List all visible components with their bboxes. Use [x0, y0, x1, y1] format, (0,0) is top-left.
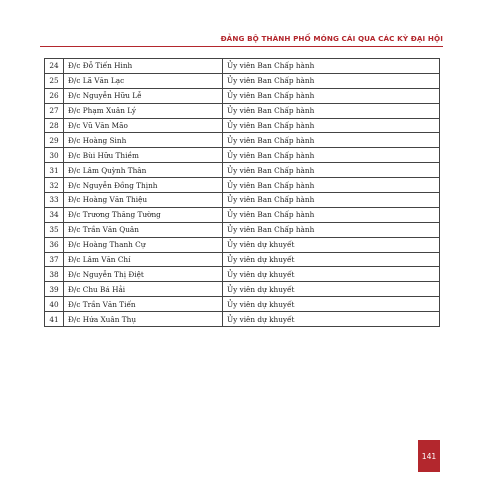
page-number: 141 — [421, 451, 437, 461]
table-row — [45, 267, 440, 282]
member-name: Đ/c Hoàng Sinh — [64, 133, 223, 148]
row-number: 41 — [45, 312, 64, 327]
row-number: 33 — [45, 193, 64, 208]
member-name: Đ/c Lâm Văn Chí — [64, 252, 223, 267]
row-number: 29 — [45, 133, 64, 148]
member-role: Ủy viên dự khuyết — [223, 297, 440, 312]
row-number: 37 — [45, 252, 64, 267]
row-number: 31 — [45, 163, 64, 178]
member-role: Ủy viên Ban Chấp hành — [223, 88, 440, 103]
member-role: Ủy viên Ban Chấp hành — [223, 207, 440, 222]
member-name: Đ/c Bùi Hữu Thiềm — [64, 148, 223, 163]
member-name: Đ/c Trần Văn Tiến — [64, 297, 223, 312]
member-name: Đ/c Chu Bá Hải — [64, 282, 223, 297]
member-name: Đ/c Trương Thăng Tường — [64, 207, 223, 222]
table-row — [45, 103, 440, 118]
member-name: Đ/c Hoàng Thanh Cự — [64, 237, 223, 252]
row-number: 34 — [45, 207, 64, 222]
member-role: Ủy viên Ban Chấp hành — [223, 133, 440, 148]
row-number: 27 — [45, 103, 64, 118]
member-role: Ủy viên dự khuyết — [223, 237, 440, 252]
member-role: Ủy viên Ban Chấp hành — [223, 103, 440, 118]
row-number: 38 — [45, 267, 64, 282]
table-row — [45, 282, 440, 297]
row-number: 39 — [45, 282, 64, 297]
table-row — [45, 73, 440, 88]
table-row — [45, 163, 440, 178]
member-role: Ủy viên Ban Chấp hành — [223, 222, 440, 237]
table-row — [45, 88, 440, 103]
table-row — [45, 237, 440, 252]
header-rule — [40, 46, 443, 47]
table-row — [45, 133, 440, 148]
members-table — [44, 58, 440, 327]
member-role: Ủy viên dự khuyết — [223, 312, 440, 327]
row-number: 32 — [45, 178, 64, 193]
table-row — [45, 178, 440, 193]
members-table-body — [45, 59, 440, 327]
row-number: 25 — [45, 73, 64, 88]
row-number: 24 — [45, 59, 64, 74]
member-role: Ủy viên Ban Chấp hành — [223, 59, 440, 74]
member-role: Ủy viên dự khuyết — [223, 252, 440, 267]
table-row — [45, 297, 440, 312]
row-number: 26 — [45, 88, 64, 103]
member-role: Ủy viên Ban Chấp hành — [223, 163, 440, 178]
row-number: 40 — [45, 297, 64, 312]
table-row — [45, 193, 440, 208]
table-row — [45, 252, 440, 267]
member-name: Đ/c Hoàng Văn Thiệu — [64, 193, 223, 208]
running-header: ĐẢNG BỘ THÀNH PHỐ MÓNG CÁI QUA CÁC KỲ ĐẠI HỘI — [220, 34, 443, 43]
member-name: Đ/c Lã Văn Lạc — [64, 73, 223, 88]
member-role: Ủy viên dự khuyết — [223, 282, 440, 297]
row-number: 28 — [45, 118, 64, 133]
table-row — [45, 222, 440, 237]
page-number-badge — [418, 440, 440, 472]
member-name: Đ/c Nguyễn Thị Điệt — [64, 267, 223, 282]
member-role: Ủy viên Ban Chấp hành — [223, 73, 440, 88]
table-row — [45, 118, 440, 133]
member-name: Đ/c Trần Văn Quân — [64, 222, 223, 237]
row-number: 35 — [45, 222, 64, 237]
table-row — [45, 148, 440, 163]
member-role: Ủy viên Ban Chấp hành — [223, 178, 440, 193]
member-name: Đ/c Phạm Xuân Lý — [64, 103, 223, 118]
member-role: Ủy viên Ban Chấp hành — [223, 193, 440, 208]
row-number: 36 — [45, 237, 64, 252]
table-row — [45, 207, 440, 222]
member-name: Đ/c Nguyễn Đồng Thịnh — [64, 178, 223, 193]
member-name: Đ/c Hứa Xuân Thụ — [64, 312, 223, 327]
member-name: Đ/c Đỗ Tiến Hinh — [64, 59, 223, 74]
member-role: Ủy viên Ban Chấp hành — [223, 148, 440, 163]
member-name: Đ/c Lâm Quỳnh Thân — [64, 163, 223, 178]
member-name: Đ/c Vũ Văn Mão — [64, 118, 223, 133]
member-role: Ủy viên Ban Chấp hành — [223, 118, 440, 133]
row-number: 30 — [45, 148, 64, 163]
table-row — [45, 312, 440, 327]
member-role: Ủy viên dự khuyết — [223, 267, 440, 282]
member-name: Đ/c Nguyễn Hữu Lễ — [64, 88, 223, 103]
table-row — [45, 59, 440, 74]
